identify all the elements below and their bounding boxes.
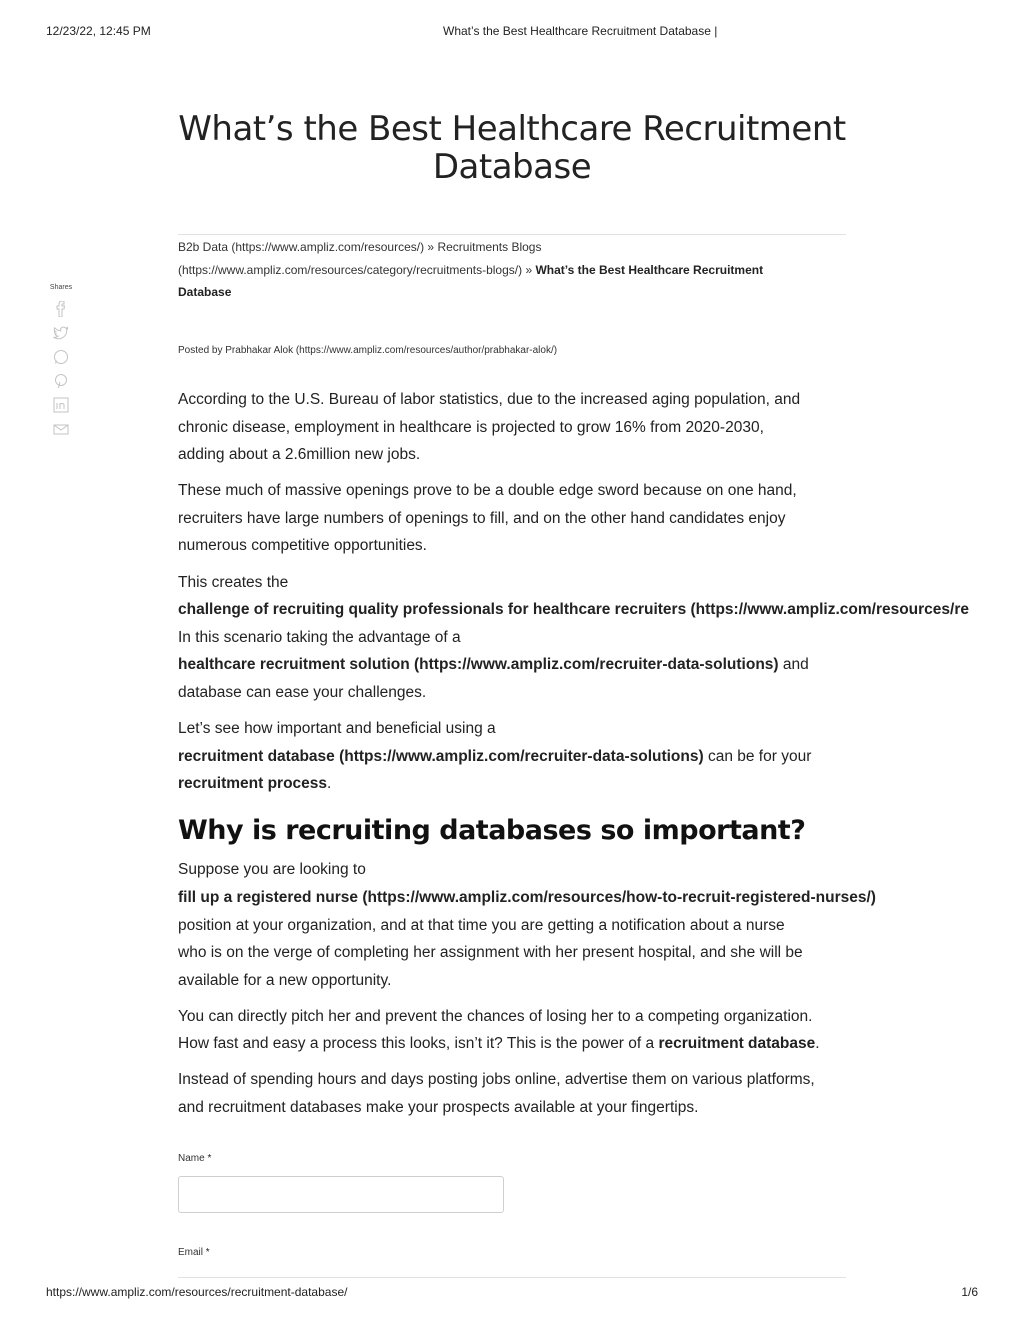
share-sidebar: [46, 284, 76, 445]
pinterest-icon[interactable]: [53, 373, 69, 389]
bold-recruitment-database: recruitment database: [658, 1035, 816, 1053]
paragraph-7: [178, 1066, 846, 1121]
text-line: recruiters have large numbers of openings to fill, and on the other hand candidates enjoy: [178, 509, 786, 527]
text-fragment: How fast and easy a process this looks, isn’t it? This is the power of a: [178, 1035, 659, 1053]
breadcrumb-current-cont: Database: [178, 285, 232, 299]
text-line: This creates the: [178, 573, 289, 591]
text-line: database can ease your challenges.: [178, 683, 427, 701]
posted-by: Posted by Prabhakar Alok (https://www.ampliz.com/resources/author/prabhakar-alok/): [178, 345, 558, 356]
text-line: [178, 743, 846, 771]
link-recruitment-database[interactable]: recruitment database (https://www.ampliz.com/recruiter-data-solutions): [178, 747, 704, 765]
print-page-number: 1/6: [961, 1285, 978, 1299]
print-url: https://www.ampliz.com/resources/recruitment-database/: [46, 1285, 348, 1299]
bold-recruitment-process: recruitment process: [178, 775, 328, 793]
text-fragment: .: [327, 775, 332, 793]
breadcrumb-separator: »: [522, 262, 536, 277]
required-mark: *: [205, 1247, 210, 1258]
text-fragment: and: [778, 656, 809, 674]
article-title-line2: Database: [432, 147, 592, 187]
paragraph-2: [178, 477, 846, 560]
print-datetime: 12/23/22, 12:45 PM: [46, 24, 151, 38]
text-line: Instead of spending hours and days posting jobs online, advertise them on various platforms,: [178, 1071, 815, 1089]
print-page-title: What’s the Best Healthcare Recruitment Database |: [443, 24, 718, 38]
email-label-text: Email: [178, 1247, 204, 1258]
text-line: In this scenario taking the advantage of a: [178, 628, 461, 646]
article-title-line1: What’s the Best Healthcare Recruitment: [178, 109, 846, 149]
required-mark: *: [207, 1153, 212, 1164]
link-recruiting-challenge[interactable]: challenge of recruiting quality professionals for healthcare recruiters (https://www.ampliz.com/resources/re: [178, 601, 969, 619]
text-line: who is on the verge of completing her assignment with her present hospital, and she will be: [178, 944, 803, 962]
name-input[interactable]: [178, 1176, 504, 1213]
breadcrumb-recruitments-blogs[interactable]: Recruitments Blogs: [437, 240, 542, 254]
text-line: and recruitment databases make your prospects available at your fingertips.: [178, 1099, 699, 1117]
paragraph-5: [178, 856, 876, 994]
name-label-text: Name: [178, 1153, 205, 1164]
section-heading: Why is recruiting databases so important?: [178, 815, 806, 847]
email-label: [178, 1247, 210, 1258]
text-fragment: .: [815, 1035, 820, 1053]
breadcrumb: [178, 236, 846, 304]
paragraph-3: [178, 569, 978, 707]
shares-label: Shares: [49, 284, 73, 291]
text-line: According to the U.S. Bureau of labor statistics, due to the increased aging population, and: [178, 391, 801, 408]
divider-top: [178, 234, 846, 235]
whatsapp-icon[interactable]: [53, 349, 69, 365]
breadcrumb-separator: »: [424, 240, 438, 254]
text-line: You can directly pitch her and prevent the chances of losing her to a competing organization.: [178, 1007, 813, 1025]
text-line: These much of massive openings prove to be a double edge sword because on one hand,: [178, 482, 797, 500]
paragraph-1: [178, 386, 846, 469]
text-line: [178, 651, 978, 679]
text-fragment: can be for your: [703, 747, 812, 765]
text-line: [178, 770, 846, 798]
breadcrumb-recruitments-blogs-url[interactable]: (https://www.ampliz.com/resources/category/recruitments-blogs/): [178, 262, 523, 277]
breadcrumb-b2b-data[interactable]: B2b Data (https://www.ampliz.com/resources/): [178, 240, 425, 254]
name-label: [178, 1153, 211, 1164]
text-line: adding about a 2.6million new jobs.: [178, 446, 421, 464]
paragraph-6: [178, 1003, 846, 1058]
text-line: Let’s see how important and beneficial using a: [178, 720, 496, 738]
email-icon[interactable]: [53, 421, 69, 437]
text-line: [178, 1030, 846, 1058]
text-line: chronic disease, employment in healthcare is projected to grow 16% from 2020-2030,: [178, 418, 764, 436]
email-field-top-edge: [178, 1277, 846, 1278]
link-healthcare-recruitment-solution[interactable]: healthcare recruitment solution (https://www.ampliz.com/recruiter-data-solutions): [178, 656, 779, 674]
twitter-icon[interactable]: [53, 325, 69, 341]
article-body: [178, 386, 978, 1130]
text-line: numerous competitive opportunities.: [178, 537, 427, 555]
link-registered-nurse[interactable]: fill up a registered nurse (https://www.ampliz.com/resources/how-to-recruit-registered-nurses/): [178, 888, 876, 906]
article-title: [178, 110, 846, 186]
breadcrumb-current: What’s the Best Healthcare Recruitment: [535, 262, 764, 277]
text-line: available for a new opportunity.: [178, 971, 392, 989]
text-line: position at your organization, and at that time you are getting a notification about a nurse: [178, 916, 785, 934]
text-line: Suppose you are looking to: [178, 861, 366, 879]
facebook-icon[interactable]: [53, 301, 69, 317]
paragraph-4: [178, 715, 846, 798]
linkedin-icon[interactable]: [53, 397, 69, 413]
